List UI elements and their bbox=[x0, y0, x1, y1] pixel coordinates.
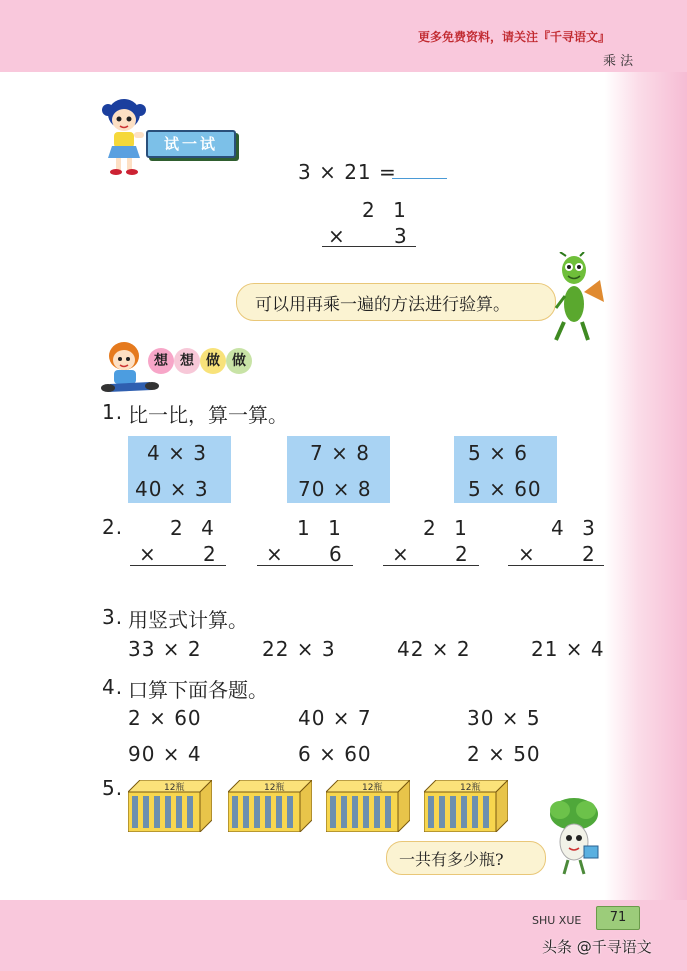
try-vertical-top: 2 1 bbox=[362, 198, 412, 222]
tip-bubble bbox=[236, 283, 556, 321]
q2-problem-3-sign: × bbox=[392, 542, 410, 566]
q4-title: 口算下面各题。 bbox=[128, 678, 268, 702]
q4-row1-item-2: 40 × 7 bbox=[298, 706, 372, 730]
q3-title: 用竖式计算。 bbox=[128, 608, 248, 632]
q5-number: 5. bbox=[102, 776, 124, 800]
q2-problem-1-line bbox=[130, 565, 226, 566]
think-label-bubble-3: 做 bbox=[200, 348, 226, 374]
q2-problem-1-top: 2 4 bbox=[170, 516, 220, 540]
think-label-bubble-4: 做 bbox=[226, 348, 252, 374]
q4-number: 4. bbox=[102, 675, 124, 699]
q2-problem-1-bottom: 2 bbox=[203, 542, 217, 566]
think-label-bubble-2: 想 bbox=[174, 348, 200, 374]
q4-row2-item-1: 90 × 4 bbox=[128, 742, 202, 766]
bottle-crate-2 bbox=[228, 780, 312, 832]
q1-pair-3-a: 5 × 6 bbox=[468, 441, 528, 465]
try-label: 试一试 bbox=[163, 135, 218, 153]
q1-title: 比一比，算一算。 bbox=[128, 403, 288, 427]
q2-problem-2-bottom: 6 bbox=[329, 542, 343, 566]
q3-item-2: 22 × 3 bbox=[262, 637, 336, 661]
subject-label: SHU XUE bbox=[532, 914, 582, 927]
q3-item-1: 33 × 2 bbox=[128, 637, 202, 661]
bottle-crate-4 bbox=[424, 780, 508, 832]
chapter-title: 乘 法 bbox=[603, 54, 634, 69]
q1-pair-1-b: 40 × 3 bbox=[135, 477, 209, 501]
q3-item-4: 21 × 4 bbox=[531, 637, 605, 661]
q2-problem-4-bottom: 2 bbox=[582, 542, 596, 566]
q1-pair-1-a: 4 × 3 bbox=[147, 441, 207, 465]
q4-row1-item-1: 2 × 60 bbox=[128, 706, 202, 730]
q5-question: 一共有多少瓶? bbox=[399, 850, 504, 869]
q2-problem-3-line bbox=[383, 565, 479, 566]
q4-row2-item-3: 2 × 50 bbox=[467, 742, 541, 766]
cabbage-mascot-icon bbox=[540, 796, 606, 876]
q1-pair-2-b: 70 × 8 bbox=[298, 477, 372, 501]
q1-pair-3-b: 5 × 60 bbox=[468, 477, 542, 501]
q2-problem-4-sign: × bbox=[518, 542, 536, 566]
try-equation: 3 × 21 = bbox=[298, 160, 397, 184]
q4-row1-item-3: 30 × 5 bbox=[467, 706, 541, 730]
crate-label-3: 12瓶 bbox=[362, 783, 383, 793]
girl-mascot-icon bbox=[100, 96, 150, 178]
q3-number: 3. bbox=[102, 605, 124, 629]
q2-problem-2-line bbox=[257, 565, 353, 566]
q2-problem-3-bottom: 2 bbox=[455, 542, 469, 566]
bottle-crate-3 bbox=[326, 780, 410, 832]
try-vertical-sign: × bbox=[328, 224, 346, 248]
crate-label-1: 12瓶 bbox=[164, 783, 185, 793]
bottle-crate-1 bbox=[128, 780, 212, 832]
q2-problem-2-top: 1 1 bbox=[297, 516, 347, 540]
q2-number: 2. bbox=[102, 515, 124, 539]
try-label-box bbox=[146, 130, 236, 158]
crate-label-4: 12瓶 bbox=[460, 783, 481, 793]
promo-text: 更多免费资料，请关注『千寻语文』 bbox=[418, 30, 611, 44]
grasshopper-mascot-icon bbox=[548, 252, 608, 344]
watermark: 头条 @千寻语文 bbox=[542, 938, 652, 956]
think-label-bubble-1: 想 bbox=[148, 348, 174, 374]
q2-problem-1-sign: × bbox=[139, 542, 157, 566]
q2-problem-2-sign: × bbox=[266, 542, 284, 566]
try-vertical-bottom: 3 bbox=[394, 224, 408, 248]
page-number: 71 bbox=[609, 910, 627, 925]
q2-problem-4-line bbox=[508, 565, 604, 566]
answer-blank[interactable] bbox=[392, 178, 447, 179]
q1-pair-2-a: 7 × 8 bbox=[310, 441, 370, 465]
page-number-tab bbox=[596, 906, 640, 930]
q1-number: 1. bbox=[102, 400, 124, 424]
crate-label-2: 12瓶 bbox=[264, 783, 285, 793]
try-vertical-line bbox=[322, 246, 416, 247]
q3-item-3: 42 × 2 bbox=[397, 637, 471, 661]
question-bubble bbox=[386, 841, 546, 875]
q2-problem-3-top: 2 1 bbox=[423, 516, 473, 540]
q4-row2-item-2: 6 × 60 bbox=[298, 742, 372, 766]
q2-problem-4-top: 4 3 bbox=[551, 516, 601, 540]
tip-text: 可以用再乘一遍的方法进行验算。 bbox=[255, 295, 510, 315]
